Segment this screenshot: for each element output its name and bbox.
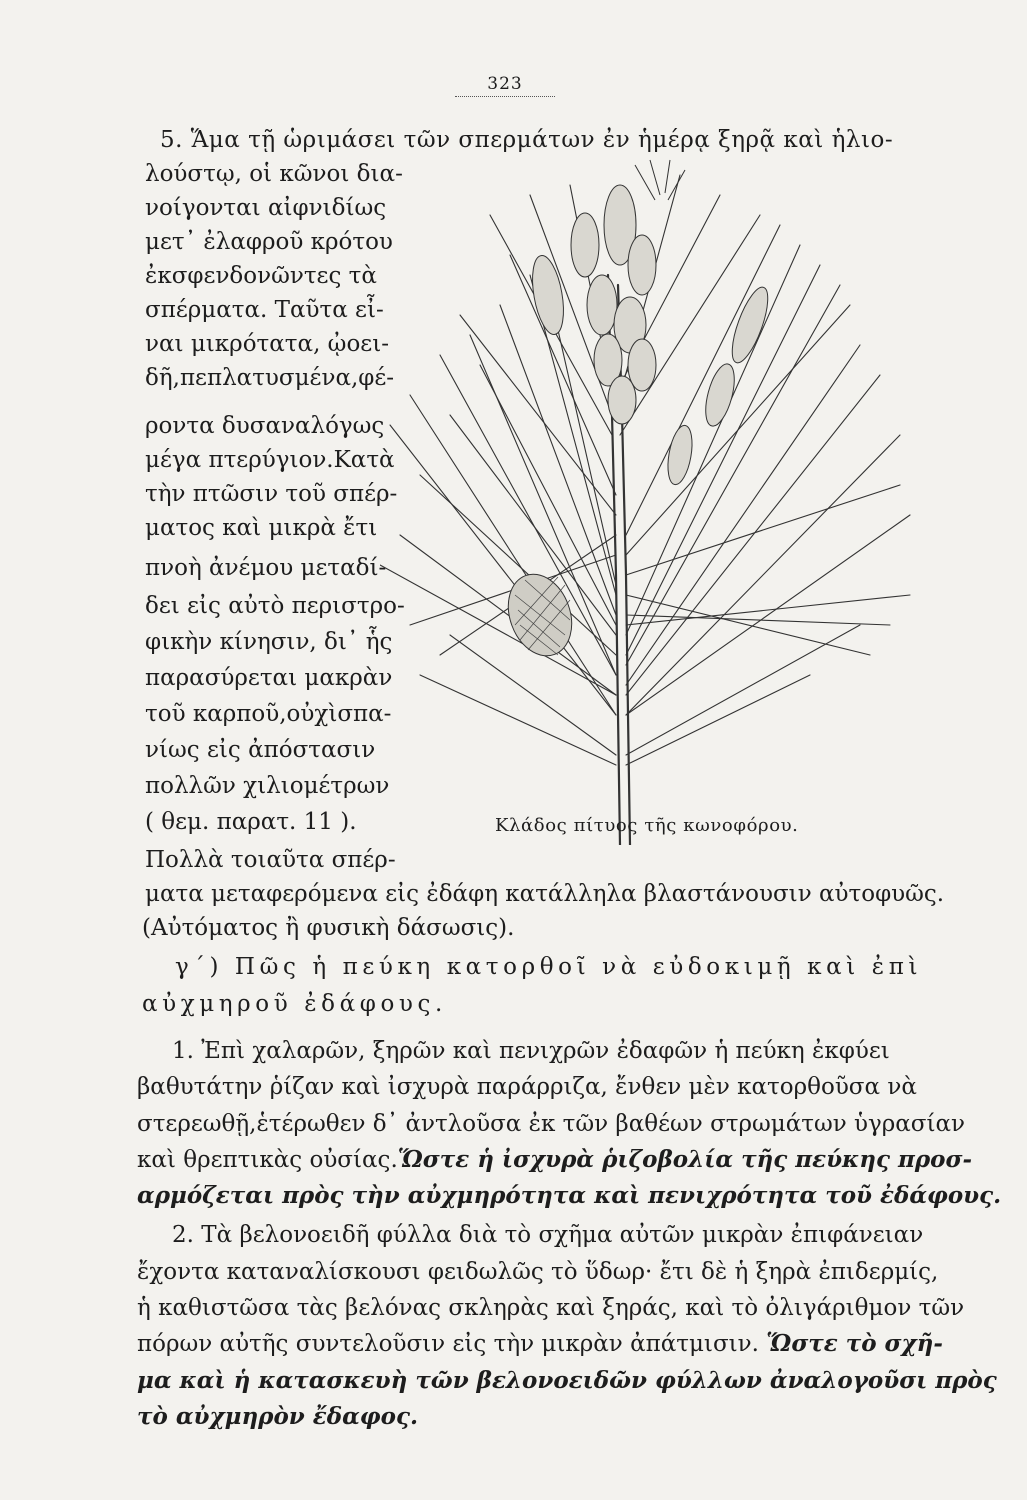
text-line: ναι μικρότατα, ᾠοει- (145, 331, 389, 357)
text-line: παρασύρεται μακρὰν (145, 665, 393, 691)
emphasis-text: Ὥστε τὸ σχῆ- (766, 1330, 943, 1357)
text-line: δει εἰς αὐτὸ περιστρο- (145, 593, 405, 619)
text-line: 1. Ἐπὶ χαλαρῶν, ξηρῶν καὶ πενιχρῶν ἐδαφῶν ἡ πεύκη ἐκφύει (172, 1038, 890, 1064)
page-number: 323 (455, 74, 555, 97)
text-line: νίως εἰς ἀπόστασιν (145, 737, 376, 763)
text-line: μετ᾽ ἐλαφροῦ κρότου (145, 229, 393, 255)
text-line (137, 1328, 943, 1360)
text-line: Πολλὰ τοιαῦτα σπέρ- (145, 847, 396, 873)
text-line: 2. Τὰ βελονοειδῆ φύλλα διὰ τὸ σχῆμα αὐτῶν μικρὰν ἐπιφάνειαν (172, 1222, 924, 1248)
text-line: ματος καὶ μικρὰ ἔτι (145, 515, 378, 541)
figure-caption: Κλάδος πίτυος τῆς κωνοφόρου. (495, 815, 799, 836)
text-line: 5. Ἅμα τῇ ὡριμάσει τῶν σπερμάτων ἐν ἡμέρᾳ ξηρᾷ καὶ ἡλιο- (160, 127, 894, 153)
section-heading: γ´) Πῶς ἡ πεύκη κατορθοῖ νὰ εὐδοκιμῇ καὶ ἐπὶ (175, 954, 923, 980)
text-line: φικὴν κίνησιν, δι᾽ ἧς (145, 629, 393, 655)
pine-branch-illustration (380, 155, 915, 845)
text-line: τὴν πτῶσιν τοῦ σπέρ- (145, 481, 398, 507)
emphasis-line: αρμόζεται πρὸς τὴν αὐχμηρότητα καὶ πενιχρότητα τοῦ ἐδάφους. (137, 1182, 1002, 1209)
text-line: (Αὐτόματος ἢ φυσικὴ δάσωσις). (142, 915, 515, 941)
text-line: λούστῳ, οἱ κῶνοι δια- (145, 161, 403, 187)
text-line: στερεωθῇ,ἑτέρωθεν δ᾽ ἀντλοῦσα ἐκ τῶν βαθέων στρωμάτων ὑγρασίαν (137, 1111, 966, 1137)
text-line: ἐκσφενδονῶντες τὰ (145, 263, 377, 289)
text-line: δῆ,πεπλατυσμένα,φέ- (145, 365, 395, 391)
section-heading-cont: αὐχμηροῦ ἐδάφους. (142, 991, 447, 1017)
text-line: ἔχοντα καταναλίσκουσι φειδωλῶς τὸ ὕδωρ· ἔτι δὲ ἡ ξηρὰ ἐπιδερμίς, (137, 1259, 939, 1285)
text-line: ροντα δυσαναλόγως (145, 413, 385, 439)
text-line: πολλῶν χιλιομέτρων (145, 773, 390, 799)
emphasis-line: τὸ αὐχμηρὸν ἔδαφος. (137, 1403, 418, 1430)
emphasis-line: μα καὶ ἡ κατασκευὴ τῶν βελονοειδῶν φύλλων ἀναλογοῦσι πρὸς (137, 1367, 997, 1394)
text-line: ματα μεταφερόμενα εἰς ἐδάφη κατάλληλα βλαστάνουσιν αὐτοφυῶς. (145, 881, 945, 907)
text-line: ἡ καθιστῶσα τὰς βελόνας σκληρὰς καὶ ξηράς, καὶ τὸ ὀλιγάριθμον τῶν (137, 1295, 965, 1321)
text-line: ( θεμ. παρατ. 11 ). (145, 809, 357, 835)
emphasis-text: Ὥστε ἡ ἰσχυρὰ ῥιζοβολία τῆς πεύκης προσ- (397, 1146, 973, 1173)
text-line: μέγα πτερύγιον.Κατὰ (145, 447, 395, 473)
text-line: σπέρματα. Ταῦτα εἶ- (145, 297, 384, 323)
text-line (137, 1144, 972, 1176)
text-line: πνοὴ ἀνέμου μεταδί- (145, 555, 387, 581)
text-line: νοίγονται αἰφνιδίως (145, 195, 387, 221)
plain-text: καὶ θρεπτικὰς οὐσίας. (137, 1147, 398, 1173)
text-line: βαθυτάτην ῥίζαν καὶ ἰσχυρὰ παράρριζα, ἔνθεν μὲν κατορθοῦσα νὰ (137, 1074, 917, 1100)
text-line: τοῦ καρποῦ,οὐχὶσπα- (145, 701, 392, 727)
plain-text: πόρων αὐτῆς συντελοῦσιν εἰς τὴν μικρὰν ἀπάτμισιν. (137, 1331, 759, 1357)
